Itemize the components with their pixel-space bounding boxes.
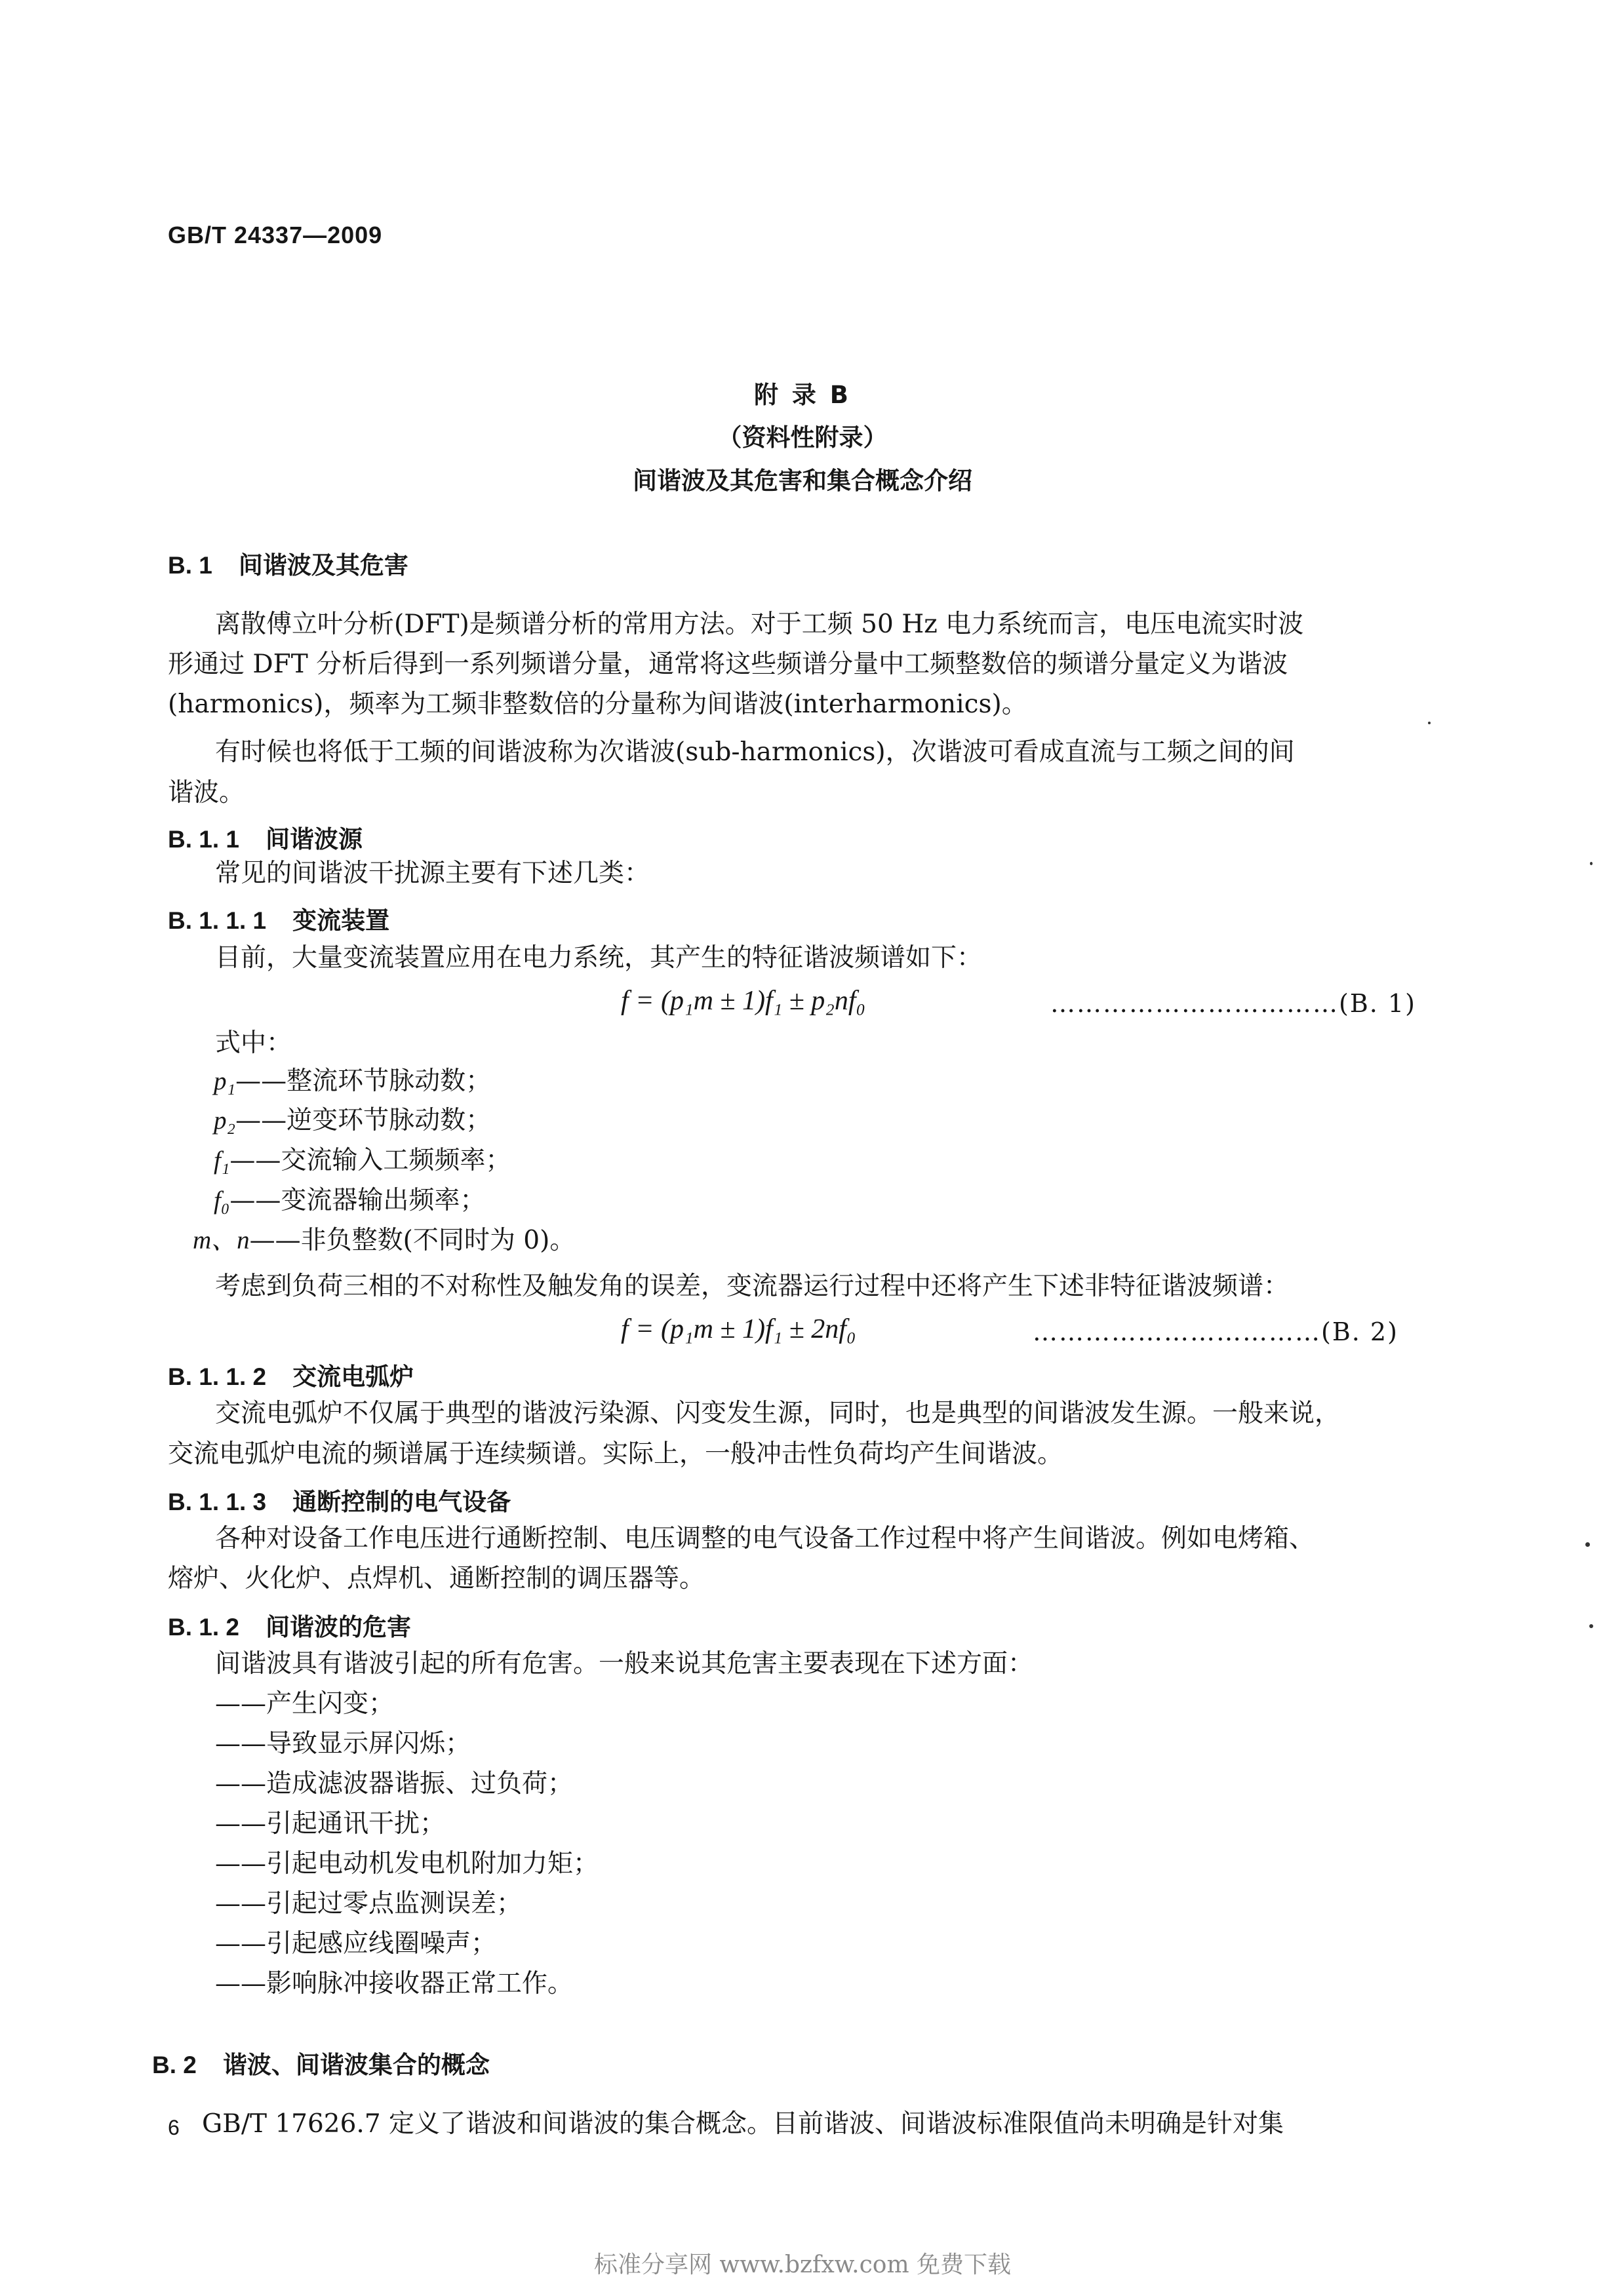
variable-symbol: f₀: [214, 1186, 230, 1215]
scan-speck: [1590, 862, 1593, 865]
list-item: ——引起过零点监测误差；: [215, 1889, 523, 1918]
equation-number-b2: ……………………………(B. 2): [1033, 1317, 1398, 1346]
watermark-footer: 标准分享网 www.bzfxw.com 免费下载: [593, 2251, 1012, 2278]
section-heading-b1-1-2: [168, 1357, 414, 1392]
section-number: B. 1: [168, 552, 212, 579]
variable-description: ——逆变环节脉动数；: [235, 1106, 492, 1135]
variable-description: ——整流环节脉动数；: [235, 1066, 492, 1096]
paragraph-line: (harmonics)，频率为工频非整数倍的分量称为间谐波(interharmonics)。: [168, 690, 1027, 719]
variable-symbol: p₁: [214, 1067, 236, 1095]
section-number: B. 1. 1. 2: [168, 1363, 267, 1390]
paragraph-line: 考虑到负荷三相的不对称性及触发角的误差，变流器运行过程中还将产生下述非特征谐波频谱：: [215, 1272, 1290, 1301]
list-item: ——影响脉冲接收器正常工作。: [215, 1969, 574, 1998]
standard-number: GB/T 24337—2009: [168, 222, 383, 248]
section-title: 变流装置: [292, 906, 390, 935]
section-heading-b2: [152, 2045, 490, 2080]
definition-item: [193, 1228, 575, 1253]
variable-description: ——变流器输出频率；: [229, 1186, 486, 1215]
section-heading-b1-2: [168, 1607, 411, 1643]
section-heading-b1-1-1: [168, 901, 389, 936]
equation-b2: f = (p₁m ± 1)f₁ ± 2nf₀: [621, 1314, 856, 1344]
paragraph-line: 各种对设备工作电压进行通断控制、电压调整的电气设备工作过程中将产生间谐波。例如电烤箱、: [215, 1524, 1315, 1553]
list-item: ——引起感应线圈噪声；: [215, 1929, 497, 1958]
page-number: 6: [168, 2116, 180, 2139]
scan-speck: [1589, 1624, 1593, 1628]
list-item: ——产生闪变；: [215, 1689, 395, 1719]
equation-number-b1: ……………………………(B. 1): [1050, 989, 1416, 1018]
section-title: 谐波、间谐波集合的概念: [222, 2051, 490, 2079]
paragraph-line: 谐波。: [168, 778, 245, 807]
variable-symbol: p₂: [214, 1106, 236, 1135]
section-number: B. 1. 2: [168, 1614, 239, 1641]
paragraph-line: 离散傅立叶分析(DFT)是频谱分析的常用方法。对于工频 50 Hz 电力系统而言，电压电流实时波: [215, 610, 1304, 639]
paragraph-line: 有时候也将低于工频的间谐波称为次谐波(sub-harmonics)，次谐波可看成直流与工频之间的间: [215, 737, 1295, 767]
section-number: B. 2: [152, 2052, 197, 2078]
section-title: 间谐波源: [266, 825, 363, 853]
where-label: 式中：: [215, 1028, 292, 1058]
equation-b1: f = (p₁m ± 1)f₁ ± p₂nf₀: [621, 986, 866, 1016]
variable-description: ——非负整数(不同时为 0)。: [249, 1226, 576, 1255]
section-number: B. 1. 1: [168, 826, 239, 853]
section-title: 间谐波的危害: [266, 1613, 411, 1641]
variable-description: ——交流输入工频频率；: [229, 1146, 511, 1175]
variable-symbol: m、n: [193, 1226, 250, 1255]
variable-symbol: f₁: [214, 1146, 230, 1175]
paragraph-line: 交流电弧炉不仅属于典型的谐波污染源、闪变发生源，同时，也是典型的间谐波发生源。一般来说，: [215, 1399, 1341, 1428]
paragraph-line: 间谐波具有谐波引起的所有危害。一般来说其危害主要表现在下述方面：: [215, 1649, 1034, 1679]
definition-item: [214, 1188, 485, 1213]
scan-speck: [1585, 1542, 1590, 1547]
paragraph-line: 交流电弧炉电流的频谱属于连续频谱。实际上，一般冲击性负荷均产生间谐波。: [168, 1439, 1063, 1469]
section-heading-b1-1: [168, 819, 363, 855]
appendix-type: （资料性附录）: [717, 423, 888, 452]
appendix-subject: 间谐波及其危害和集合概念介绍: [633, 467, 972, 495]
section-heading-b1-1-3: [168, 1482, 511, 1517]
list-item: ——造成滤波器谐振、过负荷；: [215, 1769, 574, 1799]
paragraph-line: 目前，大量变流装置应用在电力系统，其产生的特征谐波频谱如下：: [215, 943, 983, 973]
section-heading-b1: [168, 545, 408, 581]
paragraph-line: 熔炉、火化炉、点焊机、通断控制的调压器等。: [168, 1564, 705, 1593]
definition-item: [214, 1068, 491, 1094]
list-item: ——引起电动机发电机附加力矩；: [215, 1849, 599, 1878]
section-title: 通断控制的电气设备: [292, 1488, 511, 1516]
definition-item: [214, 1108, 491, 1133]
list-item: ——引起通讯干扰；: [215, 1809, 446, 1839]
section-title: 间谐波及其危害: [238, 551, 408, 579]
appendix-title: 附 录 B: [754, 381, 851, 409]
section-number: B. 1. 1. 1: [168, 907, 267, 934]
paragraph-line: 形通过 DFT 分析后得到一系列频谱分量，通常将这些频谱分量中工频整数倍的频谱分量定义为谐波: [168, 650, 1288, 679]
list-item: ——导致显示屏闪烁；: [215, 1729, 471, 1759]
definition-item: [214, 1148, 511, 1173]
section-number: B. 1. 1. 3: [168, 1489, 267, 1515]
paragraph-line: 常见的间谐波干扰源主要有下述几类：: [215, 859, 650, 888]
scan-speck: [1428, 722, 1431, 724]
paragraph-line: GB/T 17626.7 定义了谐波和间谐波的集合概念。目前谐波、间谐波标准限值尚未明确是针对集: [202, 2109, 1284, 2139]
section-title: 交流电弧炉: [292, 1363, 414, 1391]
